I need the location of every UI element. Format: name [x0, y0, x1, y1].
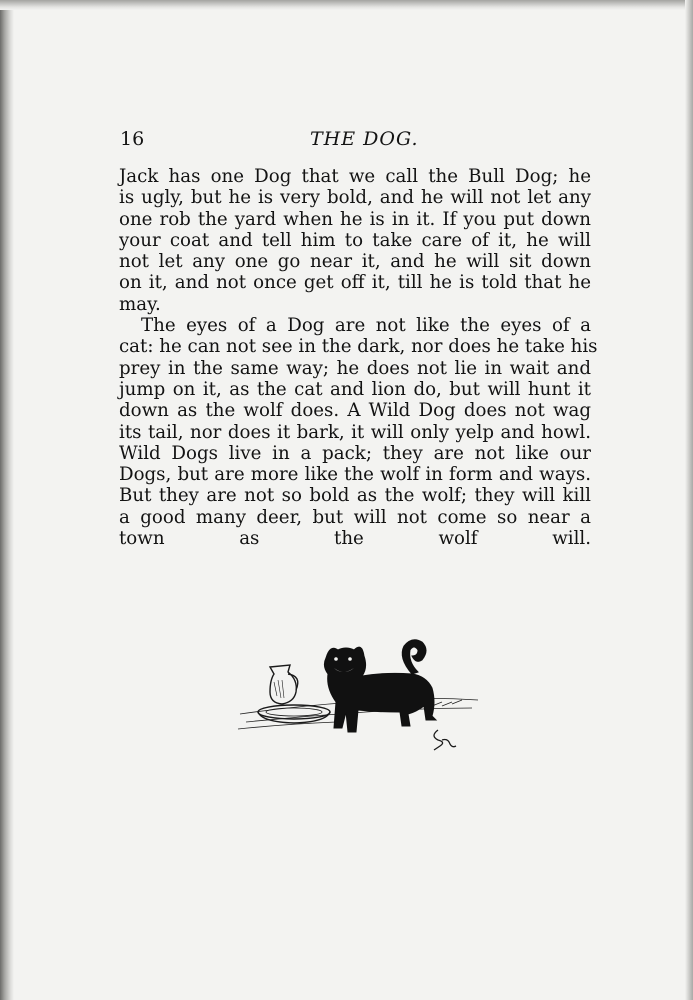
text-line: Dogs, but are more like the wolf in form and ways.	[119, 464, 591, 486]
scan-edge-top	[0, 0, 693, 10]
jug-icon	[270, 665, 298, 704]
text-line: your coat and tell him to take care of it, he will	[119, 229, 591, 251]
text-line: down as the wolf does. A Wild Dog does not wag	[119, 400, 591, 422]
text-line: jump on it, as the cat and lion do, but will hunt it	[119, 378, 591, 400]
text-line: town as the wolf will.	[119, 528, 591, 550]
dish-icon	[258, 705, 330, 723]
text-line: one rob the yard when he is in it. If you put down	[119, 208, 591, 230]
text-line: Jack has one Dog that we call the Bull Dog; he	[119, 166, 591, 187]
dog-icon	[324, 640, 436, 732]
paragraph-2	[119, 315, 598, 550]
text-line: a good many deer, but will not come so near a	[119, 506, 591, 528]
text-line: may.	[119, 293, 161, 315]
scan-edge-right	[685, 0, 693, 1000]
text-line: on it, and not once get off it, till he is told that he	[119, 272, 591, 294]
text-line: prey in the same way; he does not lie in wait and	[119, 357, 591, 379]
scan-edge-left	[0, 0, 14, 1000]
text-line: But they are not so bold as the wolf; they will kill	[119, 485, 591, 507]
page-number: 16	[120, 128, 145, 150]
text-line: is ugly, but he is very bold, and he will not let any	[119, 187, 591, 209]
dog-illustration	[226, 632, 486, 752]
text-line: cat: he can not see in the dark, nor does he take his	[119, 336, 598, 358]
paragraph-1	[119, 166, 591, 315]
artist-signature	[434, 730, 456, 750]
body-text	[119, 166, 598, 550]
text-line: not let any one go near it, and he will sit down	[119, 251, 591, 273]
running-head: THE DOG.	[310, 128, 419, 150]
text-line: The eyes of a Dog are not like the eyes of a	[141, 315, 591, 337]
text-line: its tail, nor does it bark, it will only yelp and howl.	[119, 421, 591, 443]
text-line: Wild Dogs live in a pack; they are not like our	[119, 442, 591, 464]
